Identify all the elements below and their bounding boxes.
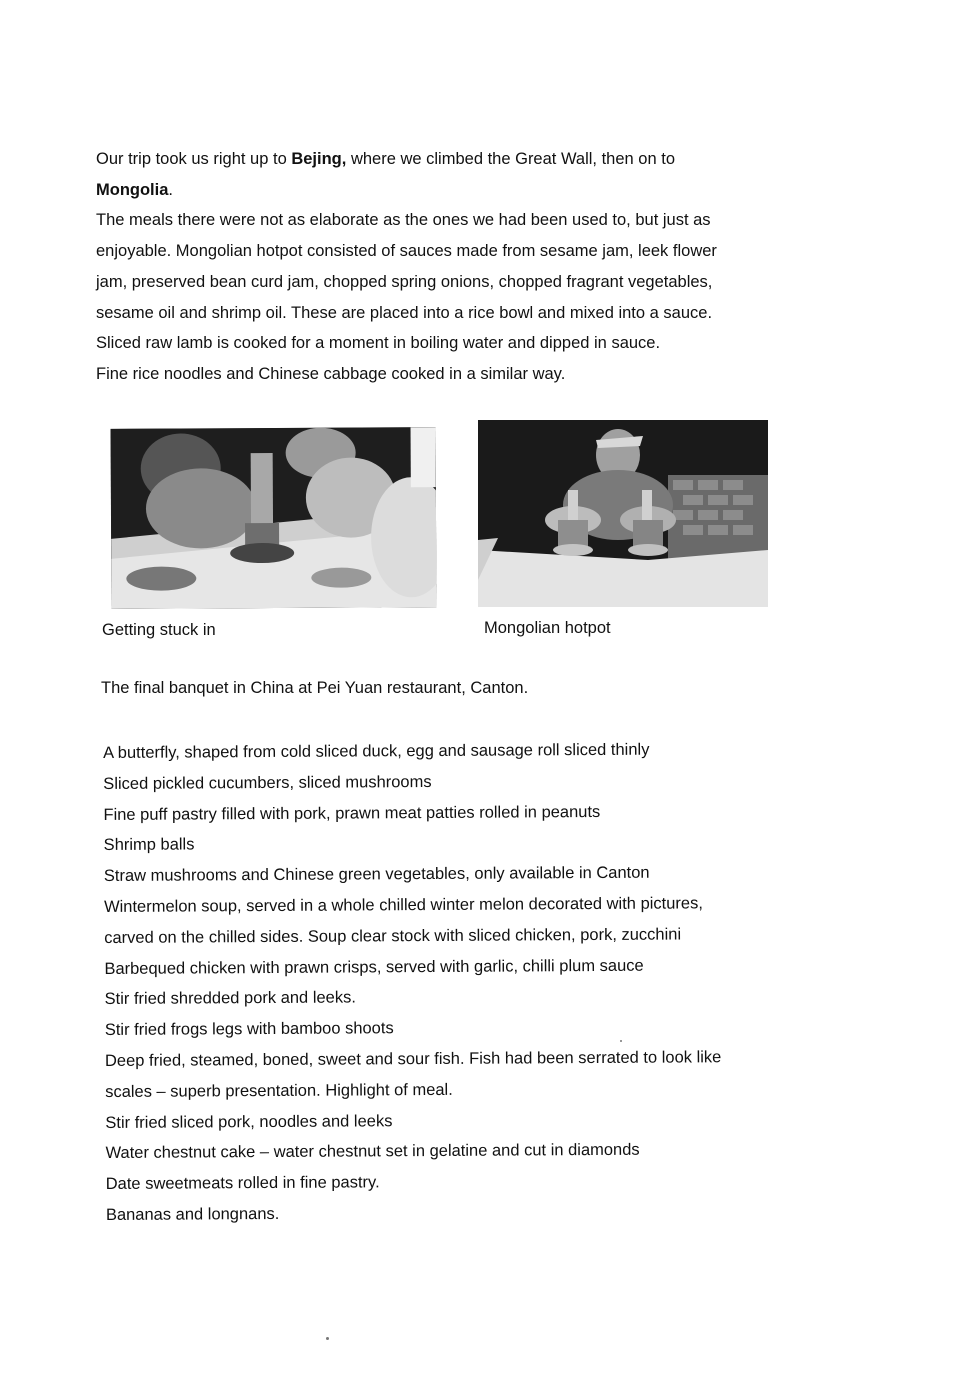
intro-text-start: Our trip took us right up to [96,150,292,168]
menu-item: Shrimp balls [103,835,195,855]
scan-speck [326,1337,329,1340]
menu-item: carved on the chilled sides. Soup clear stock with sliced chicken, pork, zucchini [104,925,682,947]
photo-mongolian-hotpot [478,420,768,607]
menu-item: scales – superb presentation. Highlight of meal. [105,1080,453,1101]
scan-speck [620,1040,622,1042]
intro-line-1 [96,144,836,175]
intro-text-end: where we climbed the Great Wall, then on to [346,150,675,168]
photo-caption: Mongolian hotpot [484,619,611,637]
photo-image [111,427,437,609]
photo-caption: Getting stuck in [102,621,216,639]
menu-item: Stir fried frogs legs with bamboo shoots [104,1019,394,1040]
photo-image [478,420,768,607]
menu-item: Barbequed chicken with prawn crisps, served with garlic, chilli plum sauce [104,956,644,978]
menu-item: Water chestnut cake – water chestnut set in gelatine and cut in diamonds [105,1141,640,1163]
menu-item: Sliced pickled cucumbers, sliced mushrooms [103,772,432,793]
paragraph-line: enjoyable. Mongolian hotpot consisted of sauces made from sesame jam, leek flower [96,242,717,261]
menu-item: A butterfly, shaped from cold sliced duck, egg and sausage roll sliced thinly [103,740,650,762]
banquet-title: The final banquet in China at Pei Yuan restaurant, Canton. [101,679,529,697]
menu-item: Fine puff pastry filled with pork, prawn meat patties rolled in peanuts [103,802,601,824]
menu-item: Wintermelon soup, served in a whole chilled winter melon decorated with pictures, [103,894,703,916]
intro-period: . [168,180,173,199]
paragraph-line: Sliced raw lamb is cooked for a moment in boiling water and dipped in sauce. [96,334,661,353]
intro-line-2 [96,175,836,206]
banquet-menu-list [103,733,846,1230]
paragraph-line: The meals there were not as elaborate as the ones we had been used to, but just as [96,211,711,230]
menu-item: Date sweetmeats rolled in fine pastry. [105,1173,380,1194]
menu-item: Stir fried sliced pork, noodles and leeks [105,1111,393,1132]
menu-item: Stir fried shredded pork and leeks. [104,988,356,1009]
menu-item: Bananas and longnans. [105,1204,280,1224]
menu-item: Straw mushrooms and Chinese green vegetables, only available in Canton [103,863,650,886]
place-mongolia: Mongolia [96,180,169,199]
photo-getting-stuck-in [111,427,437,609]
intro-text [96,144,836,390]
menu-item: Deep fried, steamed, boned, sweet and sour fish. Fish had been serrated to look like [104,1048,722,1070]
paragraph-line: jam, preserved bean curd jam, chopped spring onions, chopped fragrant vegetables, [96,272,713,291]
paragraph-line: Fine rice noodles and Chinese cabbage cooked in a similar way. [96,364,566,383]
place-beijing: Bejing, [291,150,347,168]
paragraph-line: sesame oil and shrimp oil. These are placed into a rice bowl and mixed into a sauce. [96,303,713,322]
